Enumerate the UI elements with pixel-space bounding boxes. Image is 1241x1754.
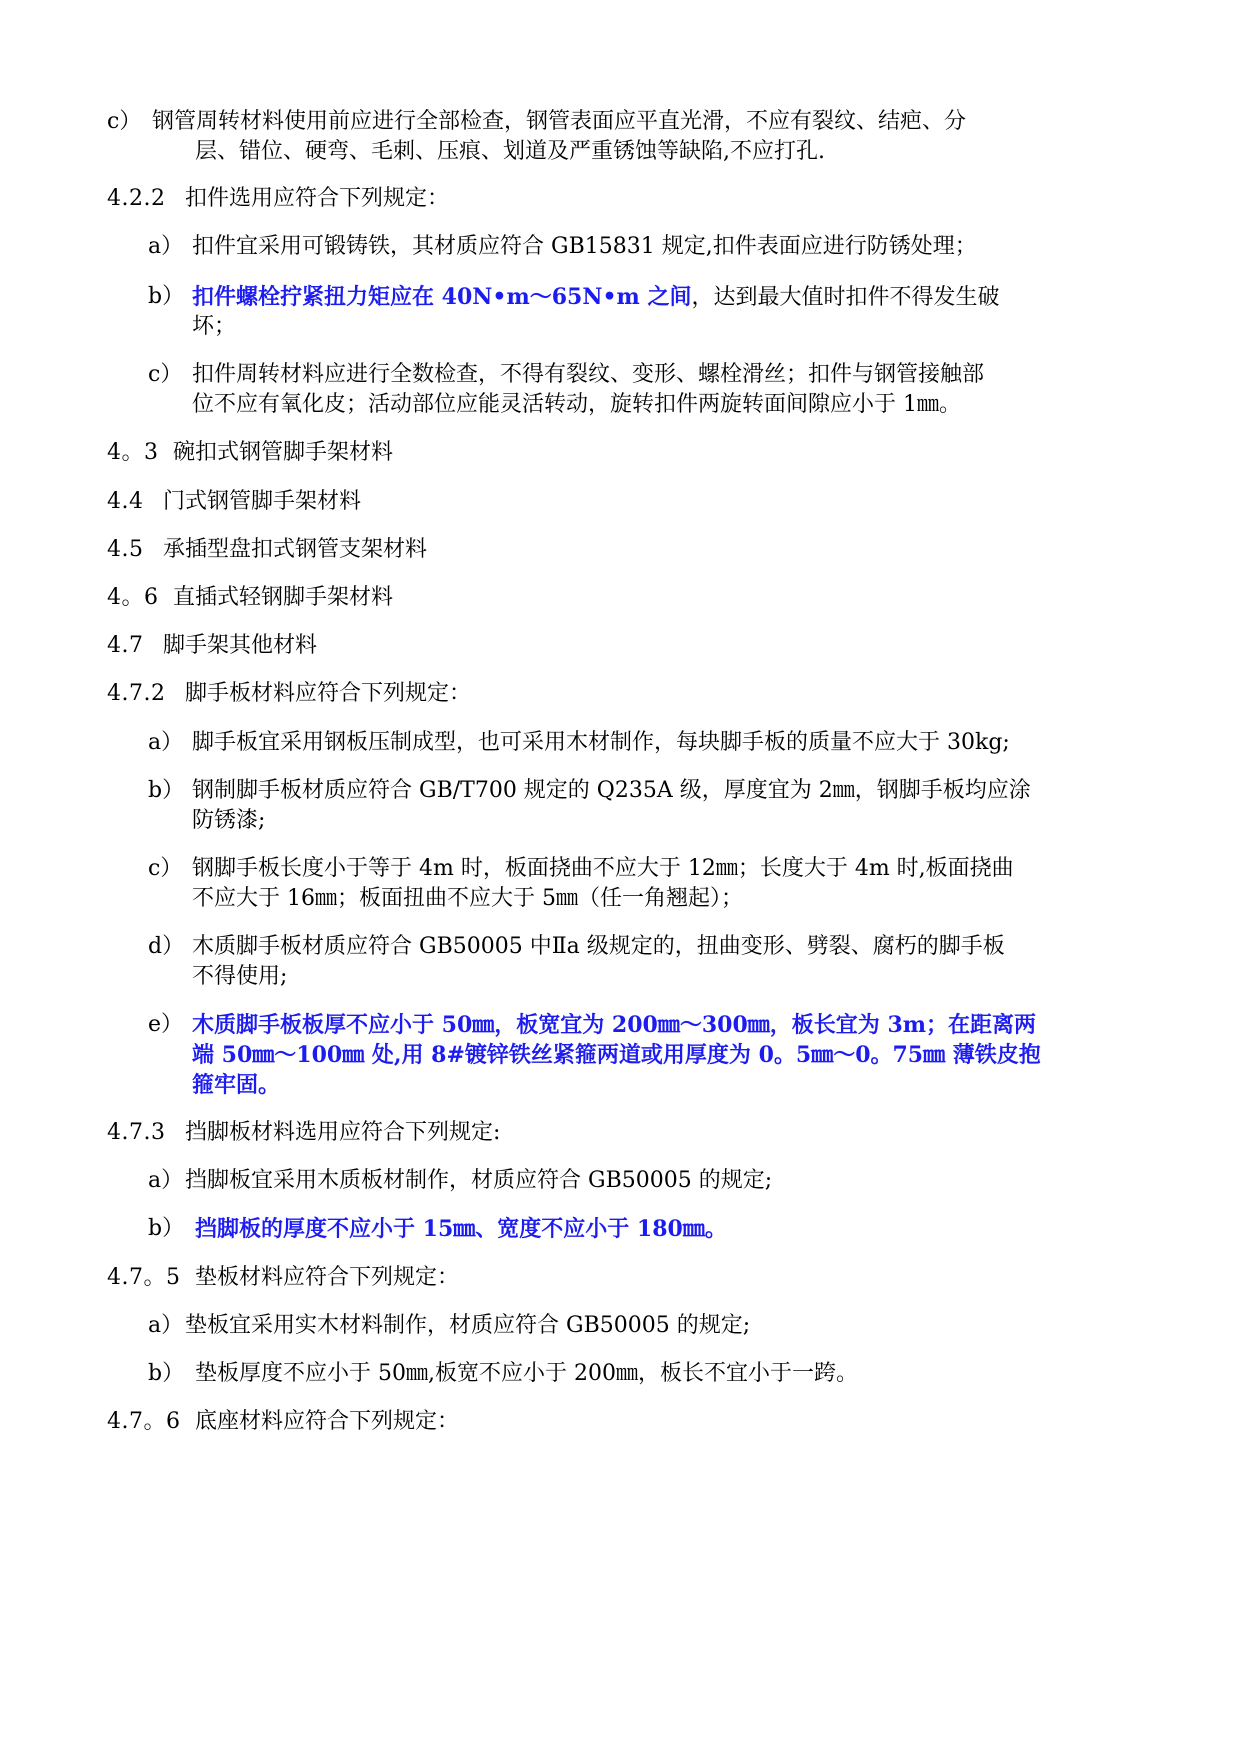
item-text-line: 钢制脚手板材质应符合 GB/T700 规定的 Q235A 级，厚度宜为 2㎜，钢脚手板均应涂 — [192, 778, 1031, 803]
item-text-line: 扣件宜采用可锻铸铁，其材质应符合 GB15831 规定,扣件表面应进行防锈处理； — [192, 234, 977, 259]
clause-4-7-5-item-a — [0, 1311, 1241, 1341]
emphasis-text: 扣件螺栓拧紧扭力矩应在 40N•m～65N•m 之间 — [192, 284, 692, 310]
item-label: c） — [148, 362, 183, 387]
item-label: a） — [148, 234, 184, 259]
clause-4-6-heading — [0, 583, 1241, 613]
clause-title: 脚手板材料应符合下列规定： — [185, 681, 472, 706]
clause-number: 4。3 — [107, 440, 159, 465]
emphasis-text-line: 挡脚板的厚度不应小于 15㎜、宽度不应小于 180㎜。 — [195, 1216, 727, 1242]
clause-4-7-heading — [0, 631, 1241, 661]
clause-4-7-3-item-a — [0, 1166, 1241, 1196]
item-text-line: 垫板厚度不应小于 50㎜,板宽不应小于 200㎜，板长不宜小于一跨。 — [195, 1361, 858, 1386]
clause-4-2-2-heading — [0, 184, 1241, 214]
item-text-line: 钢管周转材料使用前应进行全部检查，钢管表面应平直光滑，不应有裂纹、结疤、分 — [152, 109, 967, 134]
clause-title: 垫板材料应符合下列规定： — [195, 1265, 460, 1290]
item-text-line: 垫板宜采用实木材料制作，材质应符合 GB50005 的规定; — [185, 1313, 751, 1338]
clause-number: 4.7.2 — [107, 681, 166, 706]
clause-4-7-2-item-a — [0, 728, 1241, 758]
clause-title: 承插型盘扣式钢管支架材料 — [163, 537, 428, 562]
clause-4-7-3-item-b — [0, 1214, 1241, 1244]
clause-number: 4.7。5 — [107, 1265, 181, 1290]
emphasis-text-line: 木质脚手板板厚不应小于 50㎜，板宽宜为 200㎜～300㎜，板长宜为 3m；在距离两 — [192, 1012, 1037, 1038]
clause-number: 4.7 — [107, 633, 144, 658]
clause-4-7-6-heading — [0, 1407, 1241, 1437]
item-label: d） — [148, 934, 185, 959]
item-text-line: 钢脚手板长度小于等于 4m 时，板面挠曲不应大于 12㎜；长度大于 4m 时,板面挠曲 — [192, 856, 1014, 881]
clause-4-7-2-item-d — [0, 932, 1241, 989]
item-text-line: 防锈漆; — [192, 808, 266, 833]
item-text-line: 不得使用; — [192, 964, 288, 989]
clause-4-7-2-item-e — [0, 1010, 1241, 1098]
item-label: c） — [148, 856, 183, 881]
clause-4-2-2-item-a — [0, 232, 1241, 262]
clause-4-7-3-heading — [0, 1118, 1241, 1148]
item-text-line: 位不应有氧化皮；活动部位应能灵活转动，旋转扣件两旋转面间隙应小于 1㎜。 — [192, 392, 961, 417]
item-text-line: 层、错位、硬弯、毛刺、压痕、划道及严重锈蚀等缺陷,不应打孔. — [195, 139, 825, 164]
item-text: ，达到最大值时扣件不得发生破 — [691, 285, 1000, 310]
item-text-line: 坏； — [192, 314, 237, 339]
item-label: a） — [148, 1168, 184, 1193]
clause-title: 门式钢管脚手架材料 — [163, 489, 362, 514]
clause-title: 扣件选用应符合下列规定： — [185, 186, 450, 211]
clause-4-7-2-item-c — [0, 854, 1241, 911]
item-text-line: 脚手板宜采用钢板压制成型，也可采用木材制作，每块脚手板的质量不应大于 30kg; — [192, 730, 1010, 755]
clause-title: 碗扣式钢管脚手架材料 — [173, 440, 394, 465]
clause-number: 4.7.3 — [107, 1120, 166, 1145]
item-label: b） — [148, 1216, 185, 1241]
item-text-line: 挡脚板宜采用木质板材制作，材质应符合 GB50005 的规定; — [185, 1168, 773, 1193]
emphasis-text-line: 端 50㎜～100㎜ 处,用 8#镀锌铁丝紧箍两道或用厚度为 0。5㎜～0。75㎜ 薄铁皮抱 — [192, 1042, 1041, 1068]
item-label: c） — [107, 109, 142, 134]
clause-4-7-2-heading — [0, 679, 1241, 709]
clause-number: 4。6 — [107, 585, 159, 610]
item-text-line: 木质脚手板材质应符合 GB50005 中Ⅱa 级规定的，扭曲变形、劈裂、腐朽的脚手板 — [192, 934, 1005, 959]
clause-4-5-heading — [0, 535, 1241, 565]
item-label: a） — [148, 1313, 184, 1338]
item-label: b） — [148, 1361, 185, 1386]
clause-4-2-2-item-b — [0, 282, 1241, 339]
clause-title: 直插式轻钢脚手架材料 — [173, 585, 394, 610]
item-label: b） — [148, 778, 185, 803]
clause-number: 4.7。6 — [107, 1409, 181, 1434]
item-label: e） — [148, 1012, 184, 1037]
clause-4-3-heading — [0, 438, 1241, 468]
clause-title: 脚手架其他材料 — [163, 633, 318, 658]
clause-4-2-2-item-c — [0, 360, 1241, 417]
clause-4-2-1-item-c — [0, 107, 1241, 164]
item-text-line — [192, 282, 999, 312]
clause-4-7-5-heading — [0, 1263, 1241, 1293]
clause-number: 4.5 — [107, 537, 144, 562]
clause-number: 4.4 — [107, 489, 144, 514]
item-text-line: 扣件周转材料应进行全数检查，不得有裂纹、变形、螺栓滑丝；扣件与钢管接触部 — [192, 362, 985, 387]
clause-4-7-5-item-b — [0, 1359, 1241, 1389]
clause-4-7-2-item-b — [0, 776, 1241, 833]
item-label: a） — [148, 730, 184, 755]
clause-4-4-heading — [0, 487, 1241, 517]
item-label: b） — [148, 284, 185, 309]
clause-title: 底座材料应符合下列规定： — [195, 1409, 460, 1434]
clause-number: 4.2.2 — [107, 186, 166, 211]
clause-title: 挡脚板材料选用应符合下列规定: — [185, 1120, 501, 1145]
item-text-line: 不应大于 16㎜；板面扭曲不应大于 5㎜（任一角翘起）； — [192, 886, 743, 911]
emphasis-text-line: 箍牢固。 — [192, 1072, 281, 1098]
